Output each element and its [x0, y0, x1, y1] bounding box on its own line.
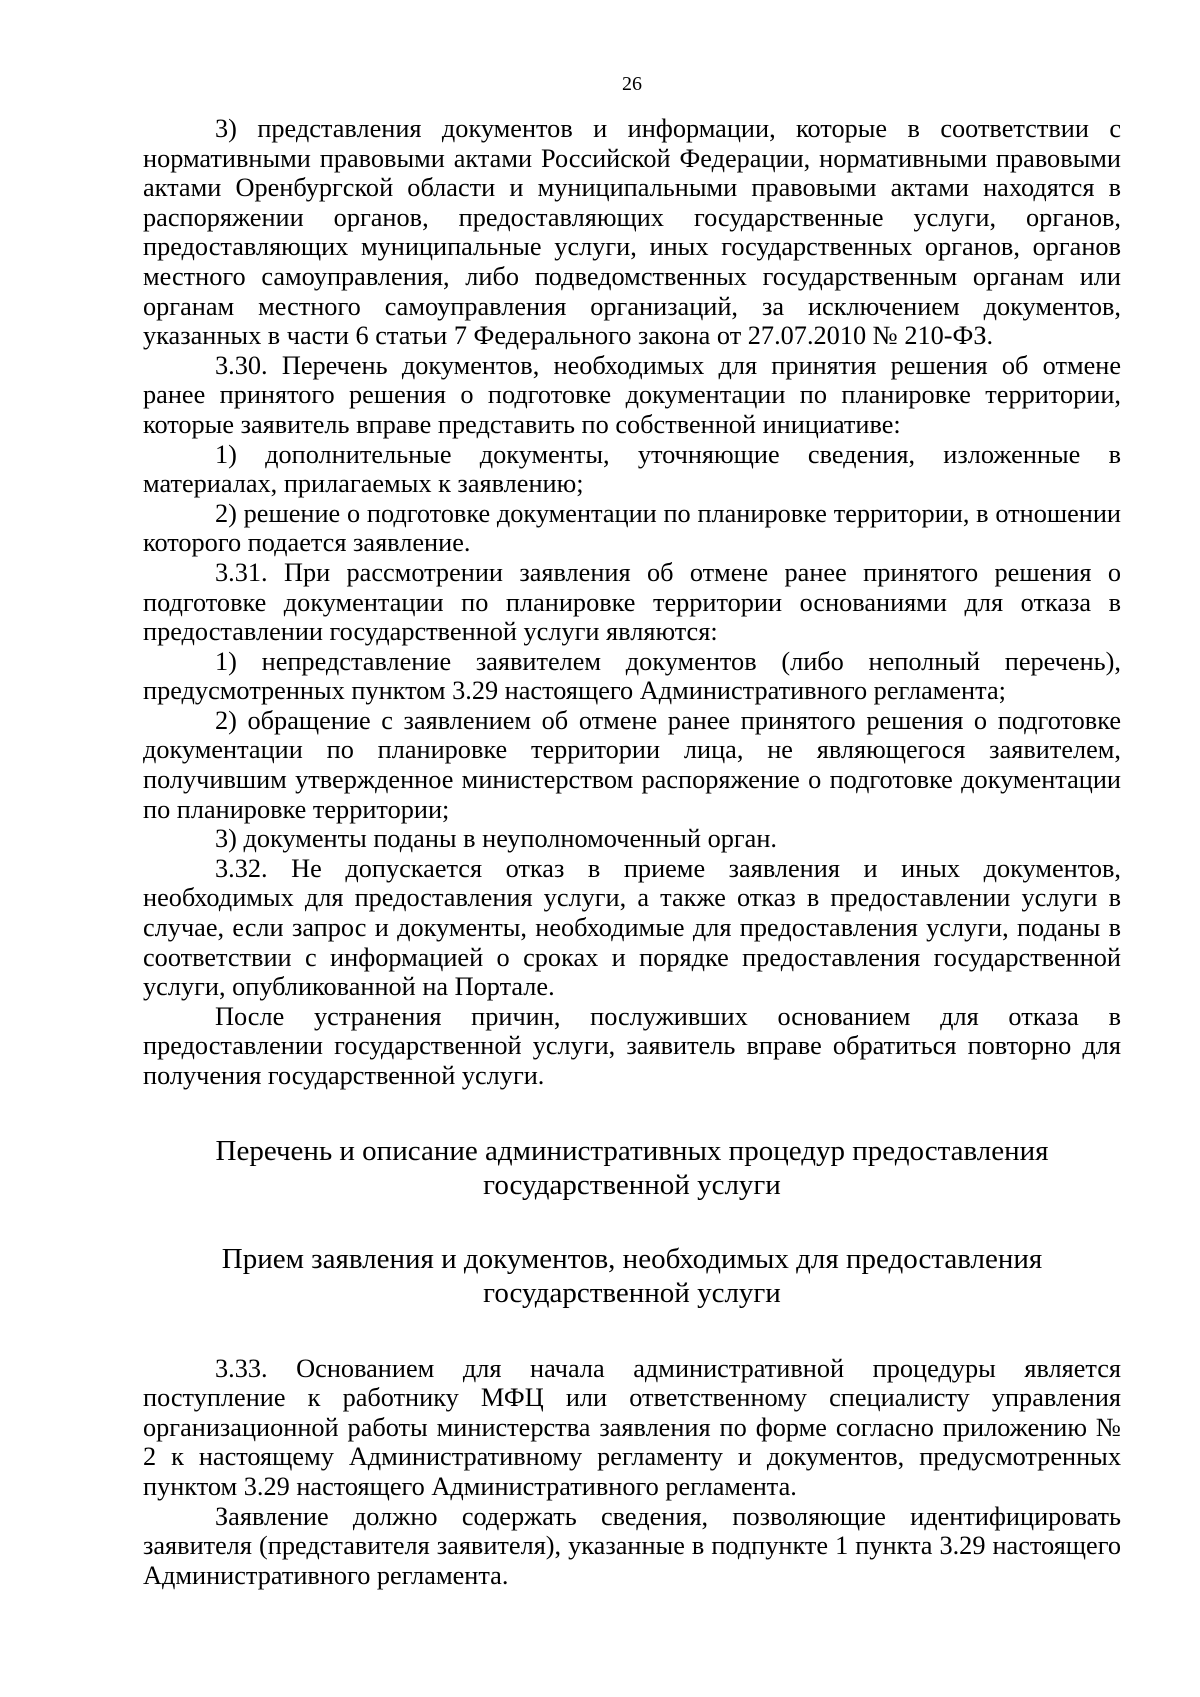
page-number: 26	[622, 73, 642, 95]
paragraph-3-30: 3.30. Перечень документов, необходимых для принятия решения об отмене ранее принятого решения о подготовке документации по планировке территории, которые заявитель вправе представить по собственной инициативе:	[143, 350, 1121, 439]
paragraph-item-3: 3) представления документов и информации, которые в соответствии с нормативными правовыми актами Российской Федерации, нормативными правовыми актами Оренбургской области и муниципальными правовыми актами находятся в распоряжении органов, предоставляющих государственные услуги, органов, предоставляющих муниципальные услуги, иных государственных органов, органов местного самоуправления, либо подведомственных государственным органам или органам местного самоуправления организаций, за исключением документов, указанных в части 6 статьи 7 Федерального закона от 27.07.2010 № 210-ФЗ.	[143, 114, 1121, 351]
paragraph-3-33: 3.33. Основанием для начала административной процедуры является поступление к работнику МФЦ или ответственному специалисту управления организационной работы министерства заявления по форме согласно приложению № 2 к настоящему Административному регламенту и документов, предусмотренных пунктом 3.29 настоящего Административного регламента.	[143, 1353, 1121, 1501]
paragraph-3-31-item-1: 1) непредставление заявителем документов (либо неполный перечень), предусмотренных пунктом 3.29 настоящего Административного регламента;	[143, 646, 1121, 706]
document-body	[143, 114, 1121, 1590]
section-heading-procedures: Перечень и описание административных процедур предоставления государственной услуги	[215, 1134, 1049, 1201]
paragraph-3-31-item-2: 2) обращение с заявлением об отмене ранее принятого решения о подготовке документации по планировке территории лица, не являющегося заявителем, получившим утвержденное министерством распоряжение о подготовке документации по планировке территории;	[143, 705, 1121, 824]
section-heading-reception: Прием заявления и документов, необходимых для предоставления государственной услуги	[221, 1242, 1043, 1309]
paragraph-3-32-continuation: После устранения причин, послуживших основанием для отказа в предоставлении государственной услуги, заявитель вправе обратиться повторно для получения государственной услуги.	[143, 1001, 1121, 1090]
paragraph-3-31-item-3: 3) документы поданы в неуполномоченный орган.	[215, 824, 777, 854]
paragraph-3-31: 3.31. При рассмотрении заявления об отмене ранее принятого решения о подготовке документации по планировке территории основаниями для отказа в предоставлении государственной услуги являются:	[143, 557, 1121, 647]
document-page	[143, 0, 1121, 1697]
paragraph-3-32: 3.32. Не допускается отказ в приеме заявления и иных документов, необходимых для предоставления услуги, а также отказ в предоставлении услуги в случае, если запрос и документы, необходимые для предоставления услуги, поданы в соответствии с информацией о сроках и порядке предоставления государственной услуги, опубликованной на Портале.	[143, 853, 1121, 1002]
paragraph-3-30-item-1: 1) дополнительные документы, уточняющие сведения, изложенные в материалах, прилагаемых к заявлению;	[143, 439, 1121, 499]
paragraph-3-30-item-2: 2) решение о подготовке документации по планировке территории, в отношении которого подается заявление.	[143, 498, 1121, 558]
paragraph-3-33-continuation: Заявление должно содержать сведения, позволяющие идентифицировать заявителя (представителя заявителя), указанные в подпункте 1 пункта 3.29 настоящего Административного регламента.	[143, 1501, 1121, 1590]
